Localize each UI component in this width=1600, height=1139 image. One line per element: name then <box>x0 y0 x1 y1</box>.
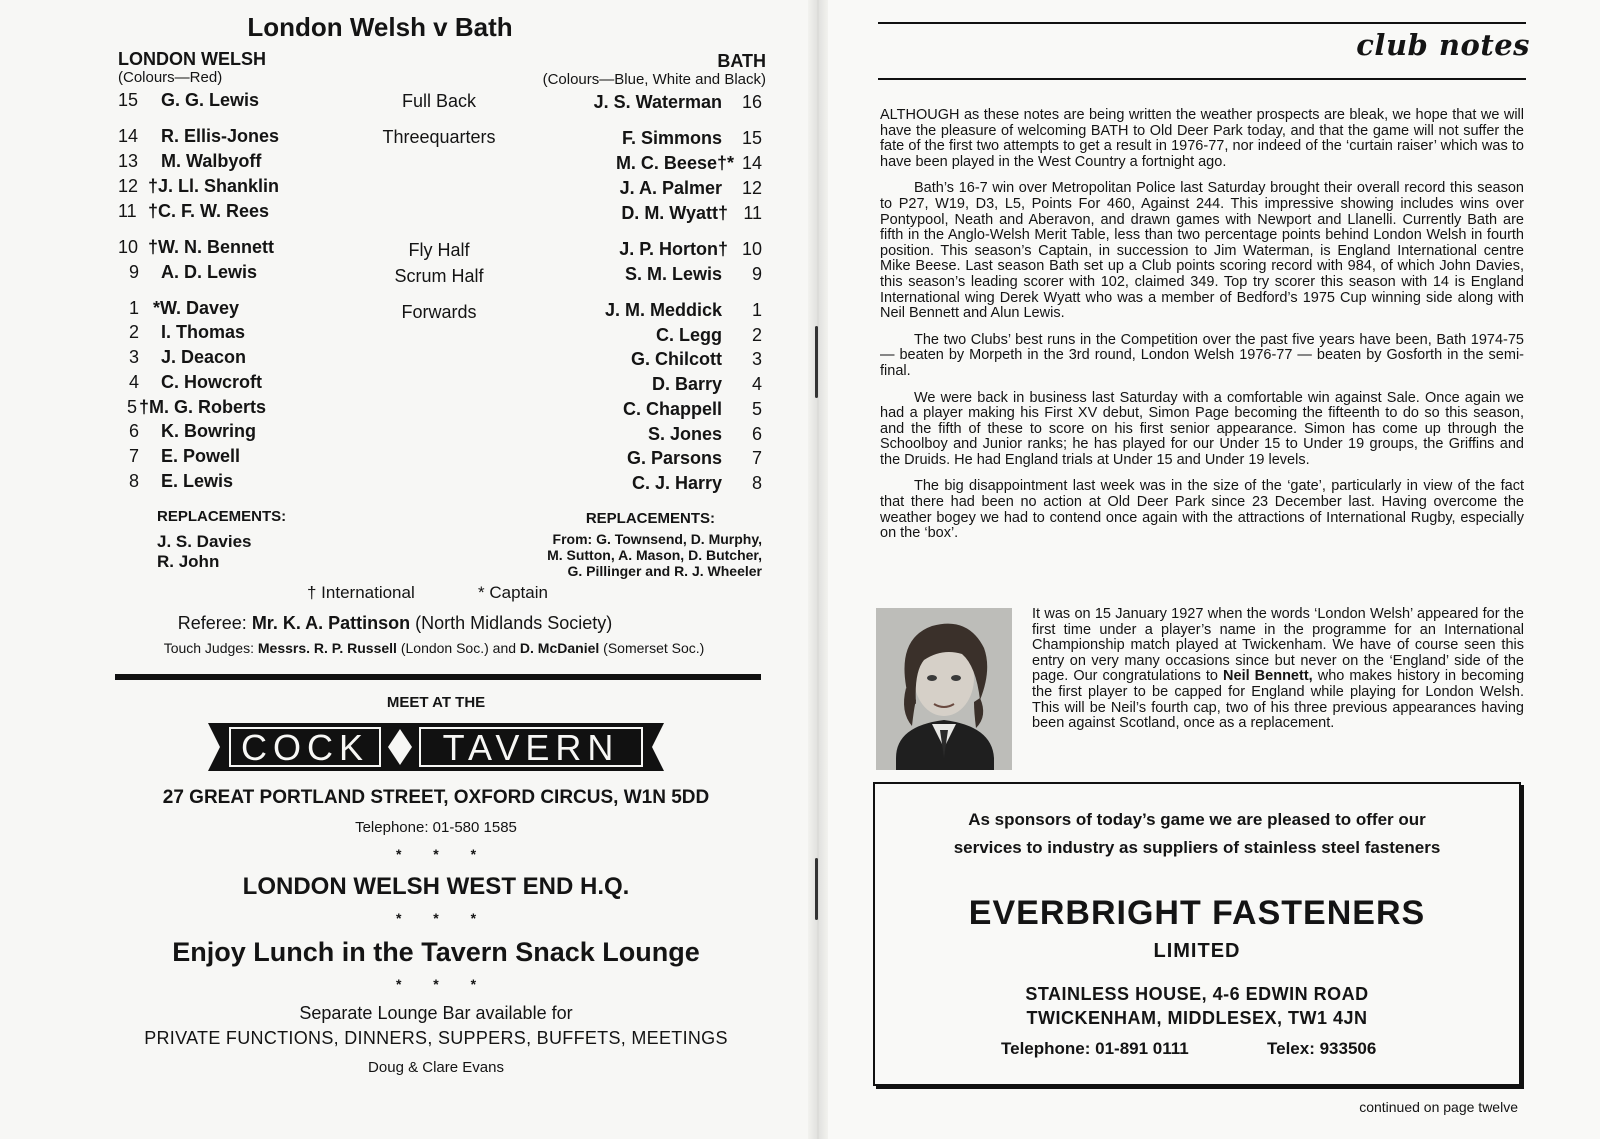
away-player-number: 2 <box>751 325 762 345</box>
notes-paragraph: ALTHOUGH as these notes are being written the weather prospects are bleak, we hope that we will have the pleasure of welcoming BATH to Old Deer Park today, and that the game will not suffer the fate of the first two attempts to get a result in 1976-77, nor indeed of the ‘curtain raiser’ which was to have been played in the West Country a fortnight ago. <box>880 107 1524 170</box>
home-player-name: A. D. Lewis <box>161 262 258 282</box>
away-player-name: G. Parsons <box>626 448 722 468</box>
cock-tavern-logo <box>208 723 664 771</box>
match-title: London Welsh v Bath <box>247 12 513 42</box>
position-threequarters: Threequarters <box>382 127 496 147</box>
stars-divider: * * * <box>395 910 491 926</box>
home-player-number: 1 <box>129 298 140 318</box>
home-player-number: 2 <box>129 322 140 342</box>
tavern-lounge: Separate Lounge Bar available for <box>299 1003 573 1023</box>
home-player-number: 10 <box>118 237 139 257</box>
away-player-name: J. S. Waterman <box>593 92 722 112</box>
home-team-colours: (Colours—Red) <box>118 69 223 86</box>
home-replacement: J. S. Davies <box>157 532 252 551</box>
away-replacements-line: M. Sutton, A. Mason, D. Butcher, <box>547 547 762 563</box>
away-player-number: 5 <box>751 399 762 419</box>
notes-paragraph: The big disappointment last week was in the size of the ‘gate’, particularly in view of the fact that there had been no action at Old Deer Park since 23 December last. Having overcome the weather bogey we had to contend once again with the attractions of International Rugby, especially on the ‘box’. <box>880 478 1524 542</box>
away-player-name: D. Barry <box>651 374 722 394</box>
tavern-address: 27 GREAT PORTLAND STREET, OXFORD CIRCUS, W1N 5DD <box>162 787 710 808</box>
away-player-number: 10 <box>741 239 762 259</box>
away-player-number: 9 <box>751 264 762 284</box>
away-player-number: 1 <box>751 300 762 320</box>
home-player-name: K. Bowring <box>161 421 256 441</box>
away-player-name: S. M. Lewis <box>624 264 722 284</box>
sponsor-address-line: STAINLESS HOUSE, 4-6 EDWIN ROAD <box>1025 984 1369 1004</box>
sponsor-limited: LIMITED <box>1153 940 1241 962</box>
logo-word-cock: COCK <box>240 727 370 768</box>
away-team-name: BATH <box>717 51 766 71</box>
home-player-number: 15 <box>118 90 139 110</box>
sponsor-advert <box>873 782 1521 1086</box>
notes-paragraph: Bath’s 16-7 win over Metropolitan Police last Saturday brought their overall record this season to P27, W19, D3, L5, Points For 460, Against 244. This impressive showing includes wins over Pontypool, Neath and Aberavon, and drawn games with Newport and Llanelli. Currently Bath are fifth in the Anglo-Welsh Merit Table, less than two percentage points behind London Welsh in fourth position. This season’s Captain, in succession to Jim Waterman, is England International centre Mike Beese. Last season Bath set up a Club points scoring record with 984, of which John Davies, this season’s leading scorer with 102, claimed 349. Top try scorer this season with 14 is England International wing Derek Wyatt who was a member of Bedford’s 1975 Cup winning side along with Neil Bennett and Alun Lewis. <box>880 180 1524 322</box>
referee-label: Referee: <box>177 613 247 633</box>
sponsor-intro-line: As sponsors of today’s game we are pleased to offer our <box>968 810 1426 829</box>
tavern-owners: Doug & Clare Evans <box>368 1059 504 1076</box>
sponsor-telex: Telex: 933506 <box>1267 1039 1377 1058</box>
referee-line <box>0 613 790 634</box>
legend-international: † International <box>307 583 415 602</box>
touch-judges-line <box>0 640 868 656</box>
away-player-number: 7 <box>751 448 762 468</box>
home-player-name: J. Deacon <box>161 347 247 367</box>
club-notes-title: club notes <box>1356 28 1530 62</box>
away-player-number: 8 <box>751 473 762 493</box>
home-player-number: 14 <box>118 126 139 146</box>
home-player-number: 4 <box>129 372 140 392</box>
touch-judge-2-society: (Somerset Soc.) <box>603 640 705 656</box>
stars-divider: * * * <box>395 846 491 862</box>
home-player-number: 5 <box>127 397 138 417</box>
stars-divider: * * * <box>395 976 491 992</box>
continued-note: continued on page twelve <box>1359 1099 1518 1115</box>
tavern-functions: PRIVATE FUNCTIONS, DINNERS, SUPPERS, BUFFETS, MEETINGS <box>144 1028 728 1048</box>
away-replacements-line: From: G. Townsend, D. Murphy, <box>552 531 762 547</box>
away-player-name: C. J. Harry <box>631 473 722 493</box>
away-player-name: F. Simmons <box>621 128 722 148</box>
home-player-number: 3 <box>129 347 140 367</box>
home-player-name: M. Walbyoff <box>161 151 262 171</box>
home-player-name: E. Powell <box>161 446 241 466</box>
home-player-name: †W. N. Bennett <box>148 237 275 257</box>
legend-captain: * Captain <box>478 583 548 602</box>
sponsor-name: EVERBRIGHT FASTENERS <box>968 894 1426 932</box>
away-player-name: J. P. Horton† <box>619 239 728 259</box>
home-player-number: 8 <box>129 471 140 491</box>
tavern-lunch: Enjoy Lunch in the Tavern Snack Lounge <box>172 937 700 967</box>
away-team-colours: (Colours—Blue, White and Black) <box>542 71 766 88</box>
home-player-number: 13 <box>118 151 139 171</box>
header-rule-top <box>878 22 1526 24</box>
home-player-name: *W. Davey <box>153 298 240 318</box>
home-player-number: 6 <box>129 421 140 441</box>
page-gutter <box>808 0 828 1139</box>
touch-judge-2: D. McDaniel <box>519 640 600 656</box>
touch-judges-and: and <box>492 640 517 656</box>
position-full-back: Full Back <box>401 91 477 111</box>
bennett-text-start: It was on 15 January 1927 when the words ‘London Welsh’ appeared for the first time under a player’s name in the programme for an International Championship match played at Twickenham. We have of course seen this entry on very many occasions since but never on the ‘England’ side of the page. Our congratulations to <box>1032 606 1524 685</box>
home-player-number: 11 <box>118 201 137 221</box>
tavern-telephone: Telephone: 01-580 1585 <box>355 819 517 836</box>
away-replacements-line: G. Pillinger and R. J. Wheeler <box>567 563 762 579</box>
away-player-name: C. Chappell <box>622 399 722 419</box>
tavern-hq: LONDON WELSH WEST END H.Q. <box>242 873 630 900</box>
home-replacement: R. John <box>157 552 220 571</box>
touch-judges-label: Touch Judges: <box>163 640 254 656</box>
home-player-number: 7 <box>129 446 140 466</box>
away-player-number: 12 <box>741 178 762 198</box>
position-forwards: Forwards <box>401 302 477 322</box>
away-player-name: S. Jones <box>647 424 722 444</box>
divider-rule <box>115 674 761 680</box>
club-notes-text <box>880 108 1524 542</box>
away-player-number: 6 <box>751 424 762 444</box>
header-rule-bottom <box>878 78 1526 80</box>
neil-bennett-photo <box>876 608 1012 770</box>
sponsor-intro-line: services to industry as suppliers of stainless steel fasteners <box>953 838 1441 857</box>
home-player-name: E. Lewis <box>161 471 234 491</box>
notes-paragraph: The two Clubs’ best runs in the Competition over the past five years have been, Bath 1974-75 — beaten by Morpeth in the 3rd round, London Welsh 1976-77 — beaten by Gosforth in the semi-final. <box>880 331 1524 379</box>
home-player-name: †C. F. W. Rees <box>148 201 270 221</box>
referee-name: Mr. K. A. Pattinson <box>251 613 411 633</box>
away-player-number: 4 <box>751 374 762 394</box>
bennett-text-end: who makes history in becoming the first player to be capped for England while playing for London Welsh. This will be Neil’s fourth cap, two of his three previous appearances having been against Scotland, once as a replacement. <box>1032 668 1525 732</box>
away-player-number: 14 <box>741 153 762 173</box>
away-player-name: D. M. Wyatt† <box>621 203 728 223</box>
away-player-name: C. Legg <box>656 325 722 345</box>
home-player-name: G. G. Lewis <box>161 90 260 110</box>
referee-society: (North Midlands Society) <box>415 613 613 633</box>
position-scrum-half: Scrum Half <box>394 266 484 286</box>
sponsor-telephone: Telephone: 01-891 0111 <box>1001 1039 1189 1058</box>
home-player-name: R. Ellis-Jones <box>161 126 280 146</box>
touch-judge-1-society: (London Soc.) <box>400 640 489 656</box>
neil-bennett-name: Neil Bennett, <box>1223 668 1313 685</box>
bennett-paragraph <box>1032 607 1524 732</box>
home-player-name: †J. Ll. Shanklin <box>148 176 280 196</box>
home-player-name: C. Howcroft <box>161 372 262 392</box>
home-player-number: 9 <box>129 262 140 282</box>
home-player-name: I. Thomas <box>161 322 246 342</box>
ad-meet-heading: MEET AT THE <box>386 694 486 711</box>
away-player-name: J. A. Palmer <box>619 178 722 198</box>
touch-judge-1: R. P. Russell <box>313 640 397 656</box>
away-player-name: M. C. Beese†* <box>615 153 734 173</box>
home-player-number: 12 <box>118 176 139 196</box>
position-fly-half: Fly Half <box>408 240 470 260</box>
away-player-number: 15 <box>741 128 762 148</box>
away-player-name: J. M. Meddick <box>604 300 722 320</box>
away-player-name: G. Chilcott <box>631 349 722 369</box>
staple-mark <box>815 326 818 398</box>
staple-mark <box>815 858 818 920</box>
bennett-text <box>1032 607 1524 732</box>
home-team-name: LONDON WELSH <box>118 49 266 69</box>
sponsor-address-line: TWICKENHAM, MIDDLESEX, TW1 4JN <box>1026 1008 1368 1028</box>
away-player-number: 16 <box>741 92 762 112</box>
away-player-number: 3 <box>751 349 762 369</box>
touch-judges-messrs: Messrs. <box>257 640 311 656</box>
home-replacements-heading: REPLACEMENTS: <box>157 508 287 525</box>
home-player-name: †M. G. Roberts <box>139 397 267 417</box>
notes-paragraph: We were back in business last Saturday with a comfortable win against Sale. Once again we had a player making his First XV debut, Simon Page becoming the fifteenth to do so this season, and the fifth of these to score on his first senior appearance. Simon has come up through the Schoolboy and Junior ranks; he has played for our Under 15 to Under 19 groups, the Griffins and the Druids. He had England trials at Under 15 and Under 19 levels. <box>880 389 1524 468</box>
away-replacements-heading: REPLACEMENTS: <box>585 510 715 527</box>
logo-word-tavern: TAVERN <box>442 727 620 768</box>
away-player-number: 11 <box>743 203 762 223</box>
